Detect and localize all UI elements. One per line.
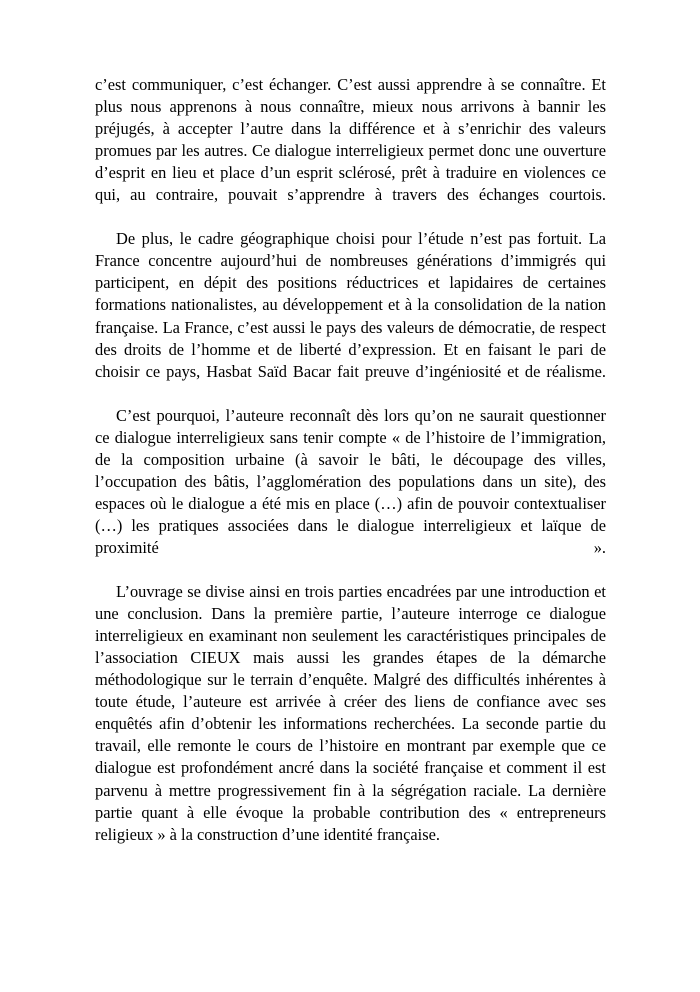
paragraph-3: C’est pourquoi, l’auteure reconnaît dès lors qu’on ne saurait questionner ce dialogue interreligieux sans tenir compte « de l’histoire de l’immigration, de la composition urbaine (à savoir le bâti, le découpage des villes, l’occupation des bâtis, l’agglomération des populations dans un site), des espaces où le dialogue a été mis en place (…) afin de pouvoir contextualiser (…) les pratiques associées dans le dialogue interreligieux et laïque de proximité ». [95,405,606,557]
paragraph-1: c’est communiquer, c’est échanger. C’est aussi apprendre à se connaître. Et plus nous apprenons à nous connaître, mieux nous arrivons à bannir les préjugés, à accepter l’autre dans la différence et à s’enrichir des valeurs promues par les autres. Ce dialogue interreligieux permet donc une ouverture d’esprit en lieu et place d’un esprit sclérosé, prêt à traduire en violences ce qui, au contraire, pouvait s’apprendre à travers des échanges courtois. [95,75,606,205]
paragraph-2: De plus, le cadre géographique choisi pour l’étude n’est pas fortuit. La France concentre aujourd’hui de nombreuses générations d’immigrés qui participent, en dépit des positions réductrices et lapidaires de certaines formations nationalistes, au développement et à la consolidation de la nation française. La France, c’est aussi le pays des valeurs de démocratie, de respect des droits de l’homme et de liberté d’expression. Et en faisant le pari de choisir ce pays, Hasbat Saïd Bacar fait preuve d’ingéniosité et de réalisme. [95,229,606,381]
body-text-column [95,74,606,846]
paragraph-4: L’ouvrage se divise ainsi en trois parties encadrées par une introduction et une conclusion. Dans la première partie, l’auteure interroge ce dialogue interreligieux en examinant non seulement les caractéristiques principales de l’association CIEUX mais aussi les grandes étapes de la démarche méthodologique sur le terrain d’enquête. Malgré des difficultés inhérentes à toute étude, l’auteure est arrivée à créer des liens de confiance avec ses enquêtés afin d’obtenir les informations recherchées. La seconde partie du travail, elle remonte le cours de l’histoire en montrant par exemple que ce dialogue est profondément ancré dans la société française et comment il est parvenu à mettre progressivement fin à la ségrégation raciale. La dernière partie quant à elle évoque la probable contribution des « entrepreneurs religieux » à la construction d’une identité française. [95,582,606,844]
